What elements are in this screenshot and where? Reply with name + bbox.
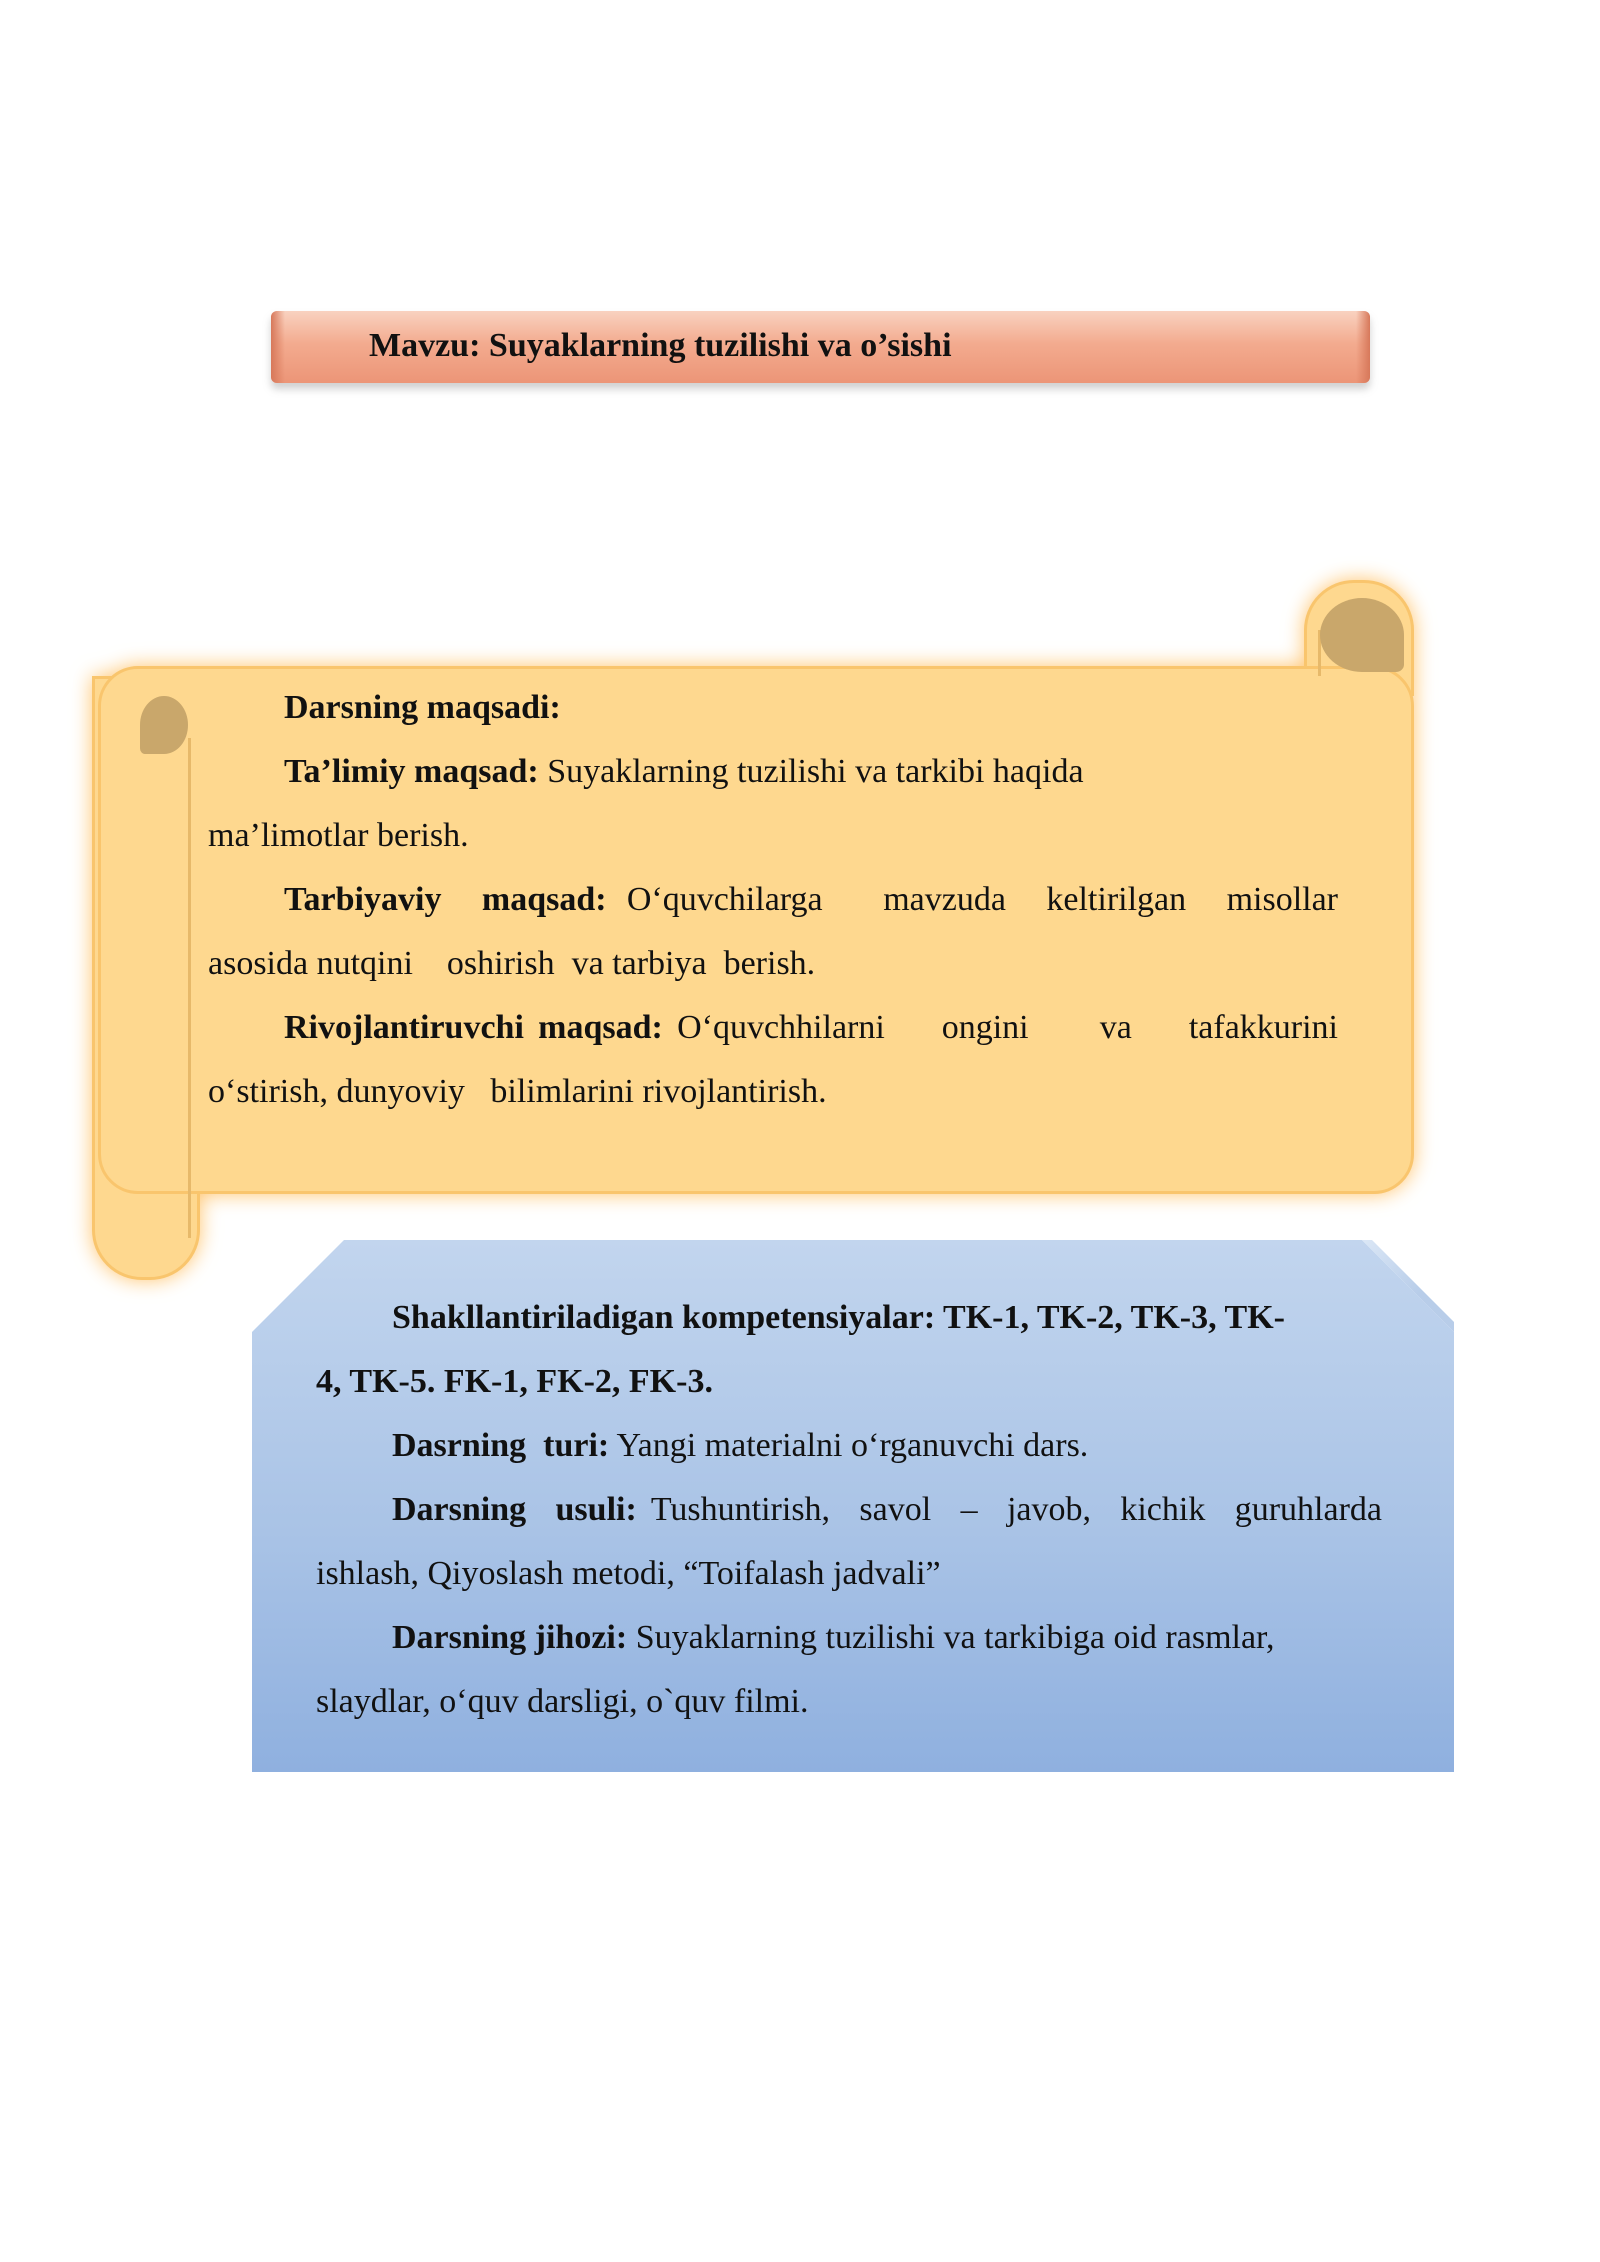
rivojlantiruvchi-goal	[208, 996, 1338, 1060]
lesson-equipment	[316, 1606, 1382, 1670]
title-banner	[271, 311, 1370, 383]
tarbiyaviy-label: Tarbiyaviy maqsad:	[284, 881, 607, 918]
goals-heading: Darsning maqsadi:	[284, 689, 561, 726]
rivojlantiruvchi-text-2: o‘stirish, dunyoviy bilimlarini rivojlantirish.	[208, 1073, 827, 1110]
competencies-line-1: Shakllantiriladigan kompetensiyalar: TK-1, TK-2, TK-3, TK-	[392, 1299, 1285, 1336]
lesson-type	[316, 1414, 1382, 1478]
tarbiyaviy-goal	[208, 868, 1338, 932]
talimiy-goal	[208, 740, 1338, 804]
page-title: Mavzu: Suyaklarning tuzilishi va o’sishi	[369, 327, 952, 364]
lesson-method-label: Darsning usuli:	[392, 1491, 637, 1528]
talimiy-text-2: ma’limotlar berish.	[208, 817, 469, 854]
lesson-method	[316, 1478, 1382, 1542]
talimiy-label: Ta’limiy maqsad:	[284, 753, 539, 790]
competencies-line-2-row	[316, 1350, 1382, 1414]
scroll-left-edge	[188, 738, 191, 1238]
tarbiyaviy-text-2: asosida nutqini oshirish va tarbiya berish.	[208, 945, 816, 982]
rivojlantiruvchi-label: Rivojlantiruvchi maqsad:	[284, 1009, 663, 1046]
details-text	[316, 1286, 1382, 1734]
tarbiyaviy-text-1: O‘quvchilarga mavzuda keltirilgan misollar	[626, 881, 1339, 918]
lesson-method-text-1: Tushuntirish, savol – javob, kichik guruhlarda	[650, 1491, 1382, 1528]
lesson-equipment-text-1: Suyaklarning tuzilishi va tarkibiga oid rasmlar,	[635, 1619, 1275, 1656]
goals-text	[208, 676, 1338, 1124]
competencies-line-2: 4, TK-5. FK-1, FK-2, FK-3.	[316, 1363, 713, 1400]
lesson-type-text: Yangi materialni o‘rganuvchi dars.	[616, 1427, 1089, 1464]
talimiy-text-1: Suyaklarning tuzilishi va tarkibi haqida	[547, 753, 1084, 790]
scroll-left-curl	[140, 696, 188, 754]
lesson-method-text-2: ishlash, Qiyoslash metodi, “Toifalash jadvali”	[316, 1555, 941, 1592]
lesson-equipment-label: Darsning jihozi:	[392, 1619, 628, 1656]
competencies	[316, 1286, 1382, 1350]
scroll-right-curl	[1320, 598, 1404, 672]
lesson-equipment-text-2: slaydlar, o‘quv darsligi, o`quv filmi.	[316, 1683, 809, 1720]
lesson-type-label: Dasrning turi:	[392, 1427, 610, 1464]
rivojlantiruvchi-text-1: O‘quvchhilarni ongini va tafakkurini	[677, 1009, 1339, 1046]
